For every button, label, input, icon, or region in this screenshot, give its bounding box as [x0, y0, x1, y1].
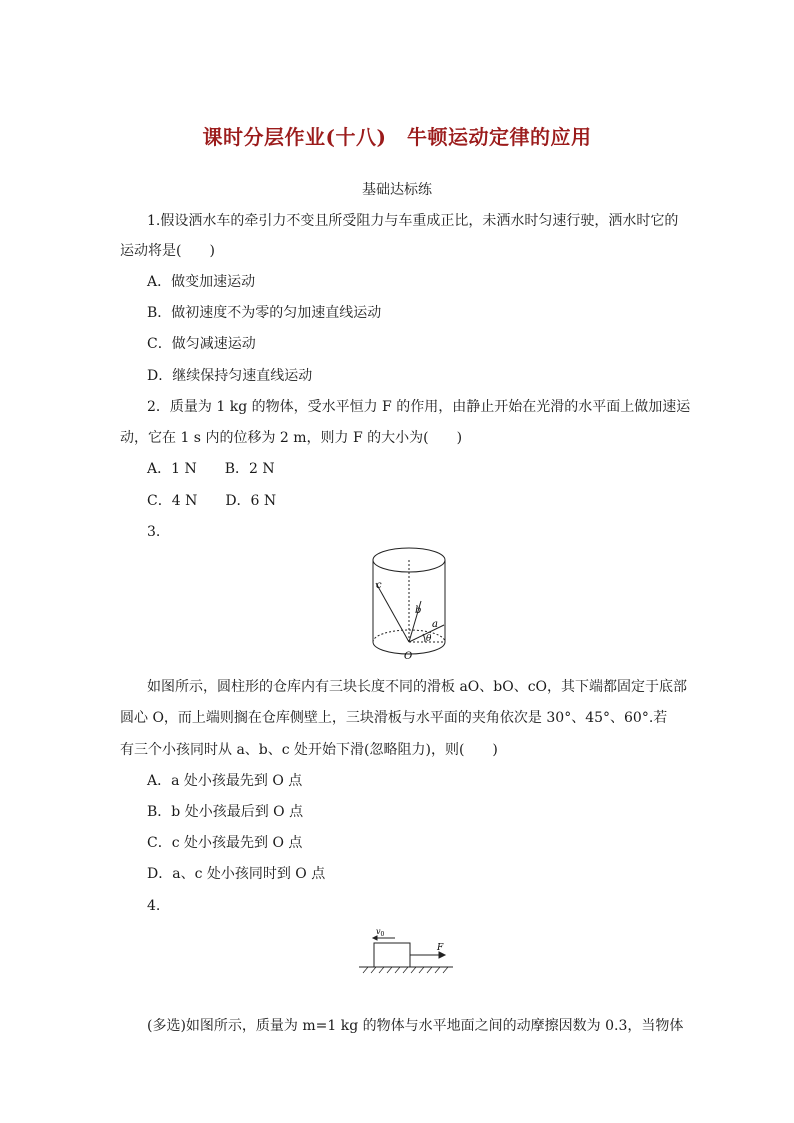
q3-stem-line3: 有三个小孩同时从 a、b、c 处开始下滑(忽略阻力)，则( )	[120, 742, 498, 758]
q2-stem-line1: 2．质量为 1 kg 的物体，受水平恒力 F 的作用，由静止开始在光滑的水平面上做加速运	[147, 399, 691, 415]
q3-stem-line2: 圆心 O，而上端则搁在仓库侧壁上，三块滑板与水平面的夹角依次是 30°、45°、60°.若	[120, 710, 668, 726]
label-b: b	[415, 605, 422, 616]
q3-option-b: B．b 处小孩最后到 O 点	[147, 804, 304, 820]
cylinder-figure	[366, 543, 476, 663]
q3-option-a: A．a 处小孩最先到 O 点	[147, 773, 303, 789]
label-v0: $v_0$	[376, 927, 385, 938]
q1-stem-line1: 1.假设洒水车的牵引力不变且所受阻力与车重成正比，未洒水时匀速行驶，洒水时它的	[147, 213, 679, 229]
section-heading: 基础达标练	[362, 182, 432, 198]
q3-number: 3.	[147, 524, 161, 540]
q1-option-a: A．做变加速运动	[147, 274, 256, 290]
label-c: c	[376, 580, 382, 591]
label-a: a	[432, 619, 438, 630]
label-o: O	[404, 651, 413, 662]
q2-options-row1: A．1 N B．2 N	[147, 461, 275, 477]
label-theta: θ	[426, 634, 432, 644]
q1-option-c: C．做匀减速运动	[147, 336, 256, 352]
q2-options-row2: C．4 N D．6 N	[147, 493, 277, 509]
q3-option-c: C．c 处小孩最先到 O 点	[147, 835, 303, 851]
q1-stem-line2: 运动将是( )	[120, 243, 215, 259]
label-f: F	[437, 943, 444, 953]
page-title: 课时分层作业(十八) 牛顿运动定律的应用	[202, 125, 592, 149]
q3-option-d: D．a、c 处小孩同时到 O 点	[147, 866, 326, 882]
q3-stem-line1: 如图所示，圆柱形的仓库内有三块长度不同的滑板 aO、bO、cO，其下端都固定于底部	[147, 679, 688, 695]
block-figure	[359, 924, 459, 976]
q2-stem-line2: 动，它在 1 s 内的位移为 2 m，则力 F 的大小为( )	[120, 430, 463, 446]
q4-stem-line1: (多选)如图所示，质量为 m=1 kg 的物体与水平地面之间的动摩擦因数为 0.3，当物体	[147, 1018, 684, 1034]
q1-option-d: D．继续保持匀速直线运动	[147, 368, 313, 384]
q4-number: 4.	[147, 898, 161, 914]
q1-option-b: B．做初速度不为零的匀加速直线运动	[147, 305, 382, 321]
